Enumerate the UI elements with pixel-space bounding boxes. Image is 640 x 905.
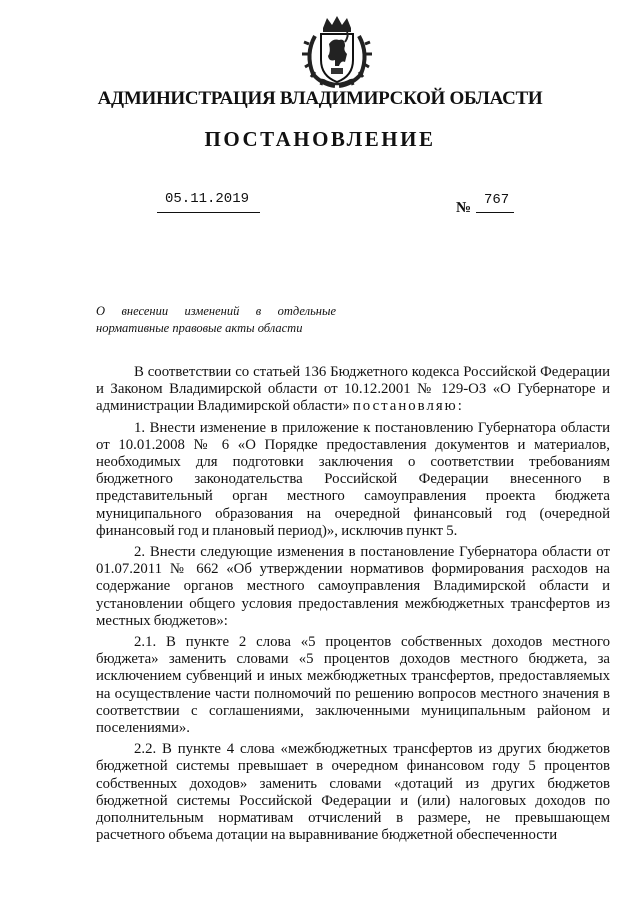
subject-line-1: О внесении изменений в отдельные <box>96 304 336 318</box>
date-underline <box>157 212 260 213</box>
paragraph-1: 1. Внести изменение в приложение к постановлению Губернатора области от 10.01.2008 № 6 «О Порядке предоставления документов и материалов, необходимых для подготовки заключения о соответствии требованиям бюджетного законодательства Российской Федерации внесенного в представительный орган местного самоуправления проекта бюджета муниципального образования на очередной финансовый год (очередной финансовый год и плановый период)», исключив пункт 5. <box>96 419 610 539</box>
document-subject <box>96 303 336 337</box>
decree-word: постановляю: <box>352 398 464 415</box>
document-body <box>96 364 610 848</box>
document-type-title: ПОСТАНОВЛЕНИЕ <box>204 127 436 151</box>
paragraph-2-2: 2.2. В пункте 4 слова «межбюджетных трансфертов из других бюджетов бюджетной системы превышает в очередном финансовом году 5 процентов собственных доходов» заменить словами «дотаций из других бюджетов бюджетной системы Российской Федерации и (или) налоговых доходов по дополнительным нормативам отчислений в размере, не превышающем расчетного объема дотации на выравнивание бюджетной обеспеченности <box>96 741 610 844</box>
vladimir-region-coat-of-arms-icon <box>301 14 373 88</box>
document-date: 05.11.2019 <box>165 191 250 207</box>
paragraph-2: 2. Внести следующие изменения в постановление Губернатора области от 01.07.2011 № 662 «Об утверждении нормативов формирования расходов на содержание органов местного самоуправления Владимирской области и установлении общего условия предоставления межбюджетных трансфертов из местных бюджетов»: <box>96 544 610 629</box>
preamble-text: В соответствии со статьей 136 Бюджетного кодекса Российской Федерации и Законом Владимирской области от 10.12.2001 № 129-ОЗ «О Губернаторе и администрации Владимирской области» <box>96 364 610 415</box>
subject-line-2: нормативные правовые акты области <box>96 321 303 335</box>
organization-name: АДМИНИСТРАЦИЯ ВЛАДИМИРСКОЙ ОБЛАСТИ <box>97 88 543 109</box>
document-number: 767 <box>484 192 510 208</box>
number-underline <box>476 212 514 213</box>
paragraph-2-1: 2.1. В пункте 2 слова «5 процентов собственных доходов местного бюджета» заменить словами «5 процентов доходов местного бюджета, за исключением субвенций и иных межбюджетных трансфертов, предоставляемых на осуществление части полномочий по решению вопросов местного значения в соответствии с соглашениями, заключенными муниципальным районом и поселениями». <box>96 634 610 737</box>
preamble-paragraph <box>96 364 610 416</box>
number-sign: № <box>456 200 472 216</box>
